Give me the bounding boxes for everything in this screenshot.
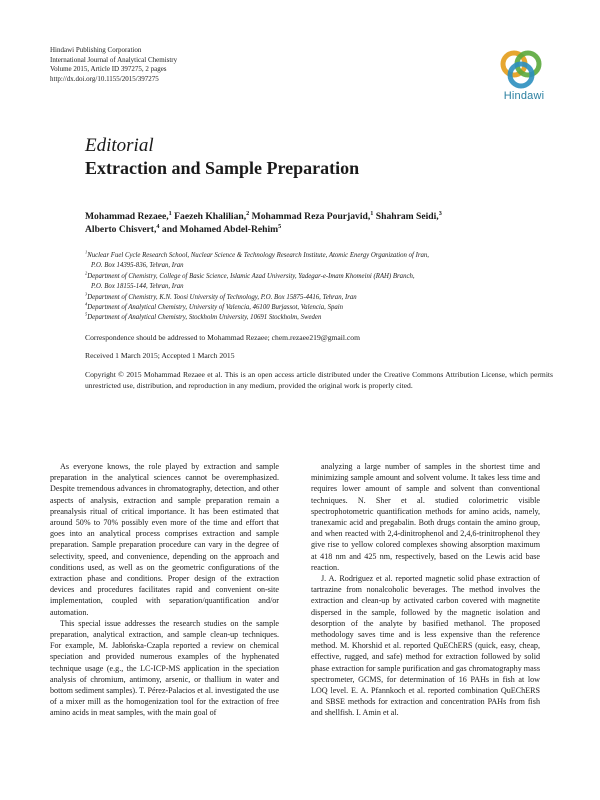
copyright-notice: Copyright © 2015 Mohammad Rezaee et al. This is an open access article distributed under the Creative Commons Attribution License, which permits unrestricted use, distribution, and reproduction in any medium, provided the original work is properly cited. [85, 370, 553, 391]
volume-info: Volume 2015, Article ID 397275, 2 pages [50, 65, 167, 74]
received-accepted-dates: Received 1 March 2015; Accepted 1 March 2015 [85, 351, 235, 360]
affiliation-item: $^1$Nuclear Fuel Cycle Research School, Nuclear Science & Technology Research Institute, Atomic Energy Organization of Iran, P.O. Box 14395-836, Tehran, Iran [85, 249, 429, 270]
affiliation-item: $^4$Department of Analytical Chemistry, University of Valencia, 46100 Burjassot, Valencia, Spain [85, 301, 344, 312]
body-column-right [311, 461, 540, 719]
journal-header [50, 46, 370, 84]
author-name: Faezeh Khalilian, [171, 211, 247, 222]
doi-link[interactable]: http://dx.doi.org/10.1155/2015/397275 [50, 74, 159, 83]
author-affiliation-ref: 1 [168, 209, 172, 217]
body-paragraph: analyzing a large number of samples in the shortest time and minimizing sample amount and solvent volume. It takes less time and requires lower amount of sample and solvent than conventional techniques. N. Sher et al. studied colorimetric visible spectrophotometric quantification methods for amino acids, namely, tranexamic acid and pregabalin. Both drugs contain the amino group, and when reacted with 2,4-dinitrophenol and 2,4,6-trinitrophenol they give rise to yellow colored complexes showing absorption maximum at 418 nm and 425 nm, respectively, based on the Lewis acid base reaction. [311, 462, 540, 572]
author-name: Alberto Chisvert, [85, 224, 157, 235]
body-column-left [50, 461, 279, 719]
article-type-label: Editorial [85, 135, 154, 156]
logo-wordmark: Hindawi [503, 90, 545, 102]
author-list [85, 210, 565, 236]
author-name: Mohammad Rezaee, [85, 211, 169, 222]
author-name: Shahram Seidi, [373, 211, 439, 222]
article-title: Extraction and Sample Preparation [85, 158, 360, 178]
body-paragraph: As everyone knows, the role played by extraction and sample preparation in the analytical sciences cannot be overemphasized. Despite tremendous advances in chromatography, detection, and other aspects of analysis, extraction and sample preparation remain a preanalysis ritual of critical importance. It has been estimated that around 50% to 70% possibly even more of the time and effort that goes into an analytical process comprises extraction and sample preparation. Sample preparation procedure can vary in the degree of selectivity, speed, and convenience, depending on the approach and conditions used, as well as on the geometric configurations of the extraction phase and conditions. Proper design of the extraction devices and procedures facilitates rapid and convenient on-site implementation, coupled with separation/quantification and/or automation. [50, 462, 279, 617]
journal-name: International Journal of Analytical Chemistry [50, 55, 178, 64]
publisher-name: Hindawi Publishing Corporation [50, 46, 142, 54]
body-paragraph: J. A. Rodriguez et al. reported magnetic solid phase extraction of tartrazine from nonalcoholic beverages. The method involves the extraction and clean-up by activated carbon covered with magnetite dispersed in the sample, followed by the magnetic isolation and desorption of the analyte by basified methanol. The proposed methodology saves time and is less expensive than the reference method. M. Khorshid et al. reported QuEChERS (quick, easy, cheap, effective, rugged, and safe) method for extraction followed by solid phase extraction for sample purification and gas chromatography mass spectrometer, GCMS, for determination of 16 PAHs in fish at low LOQ level. E. A. Pfannkoch et al. reported combination QuEChERS and SBSE methods for extraction and concentration PAHs from fish and shellfish. I. Amin et al. [311, 574, 540, 718]
correspondence-line: Correspondence should be addressed to Mohammad Rezaee; chem.rezaee219@gmail.com [85, 333, 360, 342]
author-affiliation-ref: 2 [246, 209, 250, 217]
affiliation-item: $^5$Department of Analytical Chemistry, Stockholm University, 10691 Stockholm, Sweden [85, 312, 322, 322]
body-paragraph: This special issue addresses the research studies on the sample preparation, analytical extraction, and sample clean-up techniques. For example, M. Jabłońska-Czapla reported a review on chemical speciation and provided numerous examples of the hyphenated technique usage (e.g., the LC-ICP-MS application in the speciation analysis of chromium, antimony, arsenic, or thallium in water and bottom sediment samples). T. Pérez-Palacios et al. investigated the use of a mixer mill as the homogenization tool for the extraction of free amino acids in meat samples, with the main goal of [50, 618, 279, 718]
author-affiliation-ref: 5 [278, 222, 282, 230]
author-name: and Mohamed Abdel-Rehim [159, 224, 279, 235]
author-name: Mohammad Reza Pourjavid, [249, 211, 371, 222]
affiliation-item: $^3$Department of Chemistry, K.N. Toosi University of Technology, P.O. Box 15875-4416, Tehran, Iran [85, 291, 357, 301]
author-affiliation-ref: 1 [370, 209, 374, 217]
affiliation-list [85, 251, 565, 324]
author-affiliation-ref: 3 [438, 209, 442, 217]
affiliation-item: $^2$Department of Chemistry, College of Basic Science, Islamic Azad University, Yadegar-e-Imam Khomeini (RAH) Branch, P.O. Box 18155-144, Tehran, Iran [85, 270, 415, 291]
author-affiliation-ref: 4 [156, 222, 160, 230]
